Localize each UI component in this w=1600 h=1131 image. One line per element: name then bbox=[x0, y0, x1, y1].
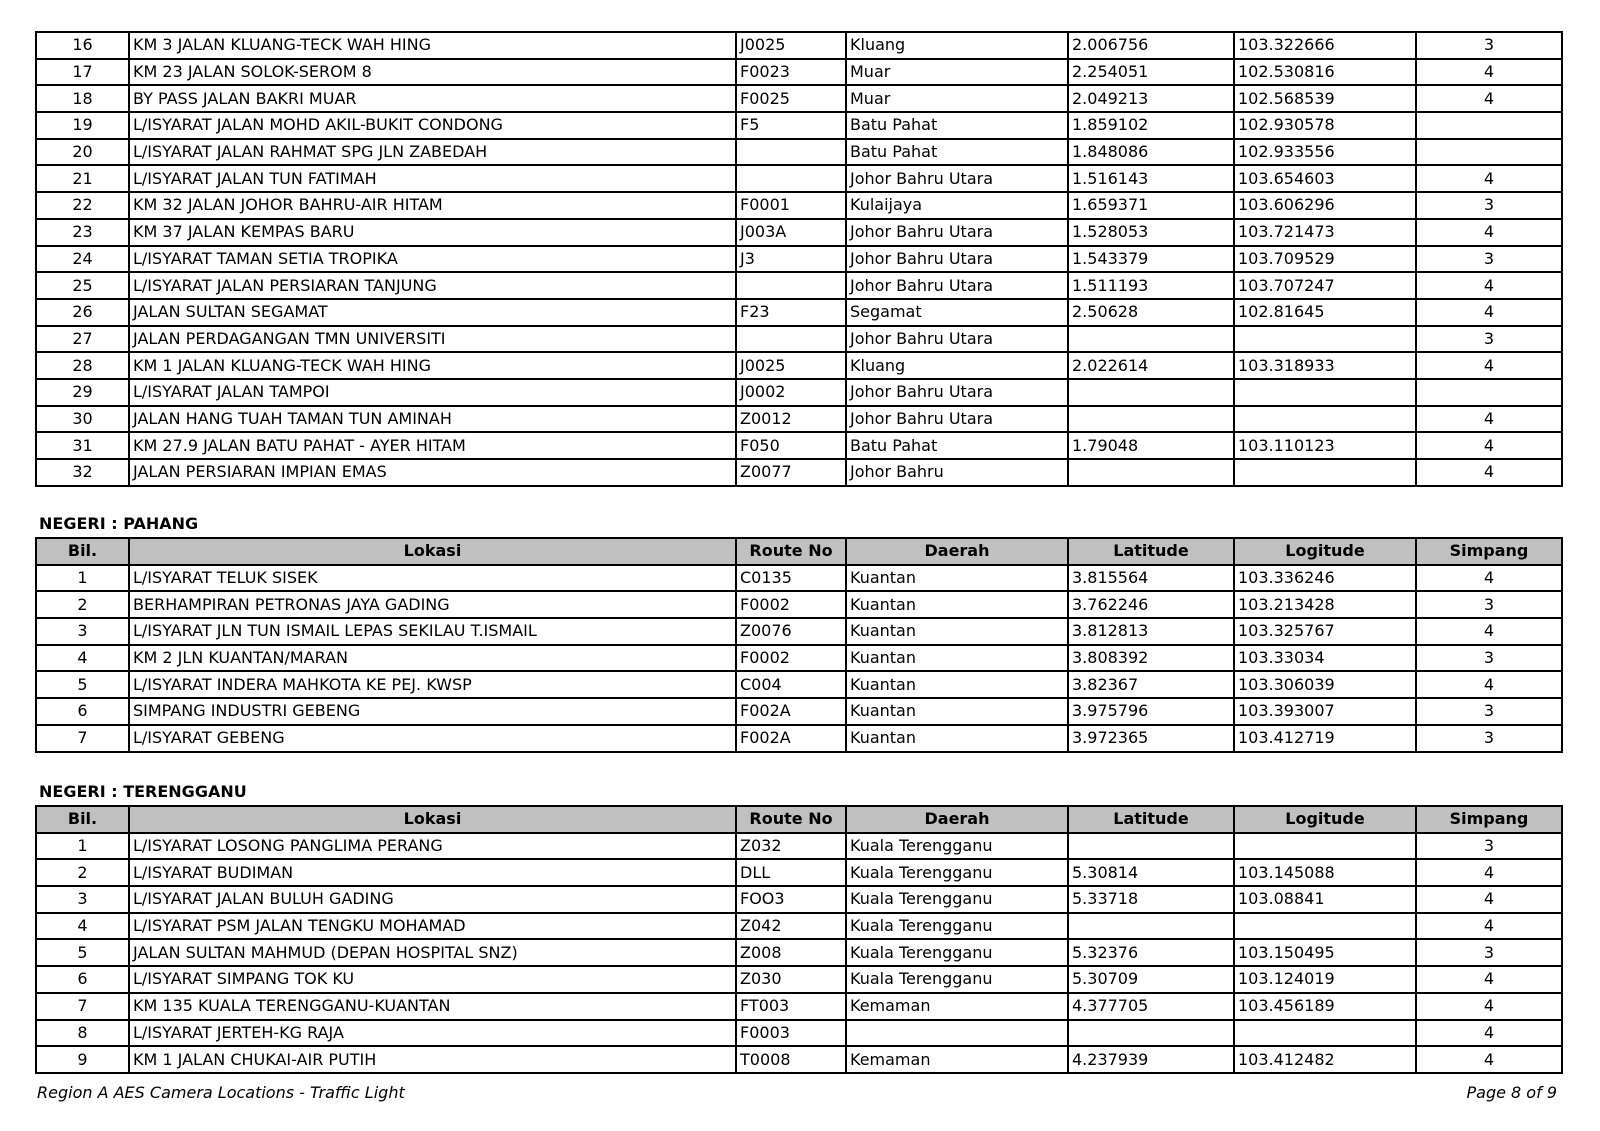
cell-bil: 1 bbox=[36, 565, 129, 592]
cell-bil: 7 bbox=[36, 993, 129, 1020]
cell-lokasi: SIMPANG INDUSTRI GEBENG bbox=[129, 698, 736, 725]
cell-daerah: Kuantan bbox=[846, 698, 1068, 725]
cell-lokasi: JALAN PERSIARAN IMPIAN EMAS bbox=[129, 459, 736, 486]
cell-route-no: J003A bbox=[736, 219, 846, 246]
cell-lokasi: JALAN SULTAN MAHMUD (DEPAN HOSPITAL SNZ) bbox=[129, 939, 736, 966]
cell-daerah: Kuantan bbox=[846, 565, 1068, 592]
cell-simpang: 3 bbox=[1416, 645, 1562, 672]
cell-simpang: 4 bbox=[1416, 299, 1562, 326]
cell-logitude: 103.213428 bbox=[1234, 591, 1416, 618]
cell-simpang: 4 bbox=[1416, 219, 1562, 246]
cell-route-no: J0002 bbox=[736, 379, 846, 406]
cell-bil: 6 bbox=[36, 698, 129, 725]
cell-latitude bbox=[1068, 326, 1234, 353]
cell-daerah: Johor Bahru bbox=[846, 459, 1068, 486]
column-header-bil: Bil. bbox=[36, 538, 129, 565]
cell-simpang bbox=[1416, 112, 1562, 139]
cell-simpang: 3 bbox=[1416, 326, 1562, 353]
table-row bbox=[36, 272, 1562, 299]
table-row bbox=[36, 432, 1562, 459]
table-row bbox=[36, 459, 1562, 486]
cell-latitude: 2.022614 bbox=[1068, 352, 1234, 379]
cell-lokasi: L/ISYARAT TELUK SISEK bbox=[129, 565, 736, 592]
cell-bil: 19 bbox=[36, 112, 129, 139]
cell-latitude: 3.815564 bbox=[1068, 565, 1234, 592]
cell-bil: 5 bbox=[36, 671, 129, 698]
cell-logitude: 103.721473 bbox=[1234, 219, 1416, 246]
pahang-table bbox=[35, 537, 1563, 753]
cell-latitude: 5.30814 bbox=[1068, 859, 1234, 886]
cell-lokasi: L/ISYARAT BUDIMAN bbox=[129, 859, 736, 886]
cell-daerah: Kuala Terengganu bbox=[846, 859, 1068, 886]
cell-latitude bbox=[1068, 913, 1234, 940]
table-row bbox=[36, 59, 1562, 86]
column-header-daerah: Daerah bbox=[846, 806, 1068, 833]
cell-latitude: 5.32376 bbox=[1068, 939, 1234, 966]
cell-logitude: 103.336246 bbox=[1234, 565, 1416, 592]
cell-simpang: 4 bbox=[1416, 671, 1562, 698]
cell-latitude: 1.848086 bbox=[1068, 139, 1234, 166]
cell-lokasi: KM 1 JALAN KLUANG-TECK WAH HING bbox=[129, 352, 736, 379]
cell-logitude bbox=[1234, 326, 1416, 353]
cell-latitude: 3.762246 bbox=[1068, 591, 1234, 618]
cell-daerah: Muar bbox=[846, 59, 1068, 86]
cell-daerah: Batu Pahat bbox=[846, 432, 1068, 459]
cell-bil: 21 bbox=[36, 165, 129, 192]
cell-latitude bbox=[1068, 459, 1234, 486]
pahang-table-header bbox=[36, 538, 1562, 565]
cell-route-no: F0003 bbox=[736, 1020, 846, 1047]
table-row bbox=[36, 591, 1562, 618]
cell-lokasi: L/ISYARAT JALAN BULUH GADING bbox=[129, 886, 736, 913]
cell-route-no: J3 bbox=[736, 246, 846, 273]
cell-latitude: 3.975796 bbox=[1068, 698, 1234, 725]
cell-latitude: 3.82367 bbox=[1068, 671, 1234, 698]
cell-route-no: F0002 bbox=[736, 645, 846, 672]
cell-route-no: DLL bbox=[736, 859, 846, 886]
column-header-latitude: Latitude bbox=[1068, 538, 1234, 565]
cell-logitude: 102.530816 bbox=[1234, 59, 1416, 86]
cell-logitude: 103.08841 bbox=[1234, 886, 1416, 913]
cell-simpang: 4 bbox=[1416, 352, 1562, 379]
cell-bil: 7 bbox=[36, 725, 129, 752]
table-row bbox=[36, 966, 1562, 993]
cell-route-no: F5 bbox=[736, 112, 846, 139]
cell-logitude bbox=[1234, 913, 1416, 940]
cell-daerah: Kuala Terengganu bbox=[846, 966, 1068, 993]
cell-daerah: Johor Bahru Utara bbox=[846, 272, 1068, 299]
cell-simpang: 3 bbox=[1416, 591, 1562, 618]
cell-latitude: 2.254051 bbox=[1068, 59, 1234, 86]
cell-simpang: 4 bbox=[1416, 913, 1562, 940]
cell-logitude: 103.145088 bbox=[1234, 859, 1416, 886]
cell-simpang: 4 bbox=[1416, 1046, 1562, 1073]
table-row bbox=[36, 32, 1562, 59]
cell-bil: 27 bbox=[36, 326, 129, 353]
cell-lokasi: L/ISYARAT JALAN PERSIARAN TANJUNG bbox=[129, 272, 736, 299]
cell-route-no: F050 bbox=[736, 432, 846, 459]
cell-lokasi: L/ISYARAT PSM JALAN TENGKU MOHAMAD bbox=[129, 913, 736, 940]
cell-logitude: 103.33034 bbox=[1234, 645, 1416, 672]
cell-daerah: Kuantan bbox=[846, 671, 1068, 698]
cell-route-no: F0025 bbox=[736, 85, 846, 112]
cell-simpang: 4 bbox=[1416, 272, 1562, 299]
cell-simpang: 3 bbox=[1416, 833, 1562, 860]
column-header-logitude: Logitude bbox=[1234, 538, 1416, 565]
cell-logitude: 103.322666 bbox=[1234, 32, 1416, 59]
cell-lokasi: KM 32 JALAN JOHOR BAHRU-AIR HITAM bbox=[129, 192, 736, 219]
table-row bbox=[36, 219, 1562, 246]
cell-bil: 18 bbox=[36, 85, 129, 112]
cell-logitude: 102.568539 bbox=[1234, 85, 1416, 112]
cell-lokasi: L/ISYARAT JALAN RAHMAT SPG JLN ZABEDAH bbox=[129, 139, 736, 166]
cell-lokasi: L/ISYARAT TAMAN SETIA TROPIKA bbox=[129, 246, 736, 273]
cell-simpang: 4 bbox=[1416, 165, 1562, 192]
cell-latitude: 3.808392 bbox=[1068, 645, 1234, 672]
cell-lokasi: KM 2 JLN KUANTAN/MARAN bbox=[129, 645, 736, 672]
cell-simpang: 4 bbox=[1416, 966, 1562, 993]
cell-logitude: 103.709529 bbox=[1234, 246, 1416, 273]
cell-lokasi: L/ISYARAT JERTEH-KG RAJA bbox=[129, 1020, 736, 1047]
cell-route-no: F002A bbox=[736, 698, 846, 725]
column-header-simpang: Simpang bbox=[1416, 806, 1562, 833]
cell-logitude: 102.930578 bbox=[1234, 112, 1416, 139]
column-header-lokasi: Lokasi bbox=[129, 806, 736, 833]
cell-route-no: FT003 bbox=[736, 993, 846, 1020]
column-header-lokasi: Lokasi bbox=[129, 538, 736, 565]
cell-daerah: Johor Bahru Utara bbox=[846, 379, 1068, 406]
cell-latitude bbox=[1068, 833, 1234, 860]
cell-bil: 4 bbox=[36, 645, 129, 672]
table-row bbox=[36, 1046, 1562, 1073]
cell-lokasi: L/ISYARAT JALAN TAMPOI bbox=[129, 379, 736, 406]
cell-daerah: Kemaman bbox=[846, 993, 1068, 1020]
table-row bbox=[36, 725, 1562, 752]
cell-lokasi: KM 3 JALAN KLUANG-TECK WAH HING bbox=[129, 32, 736, 59]
cell-latitude: 1.516143 bbox=[1068, 165, 1234, 192]
cell-lokasi: KM 135 KUALA TERENGGANU-KUANTAN bbox=[129, 993, 736, 1020]
cell-bil: 24 bbox=[36, 246, 129, 273]
johor-table-continued bbox=[35, 31, 1563, 487]
cell-logitude: 103.393007 bbox=[1234, 698, 1416, 725]
cell-simpang: 4 bbox=[1416, 859, 1562, 886]
cell-simpang: 4 bbox=[1416, 565, 1562, 592]
cell-lokasi: BERHAMPIRAN PETRONAS JAYA GADING bbox=[129, 591, 736, 618]
table-row bbox=[36, 939, 1562, 966]
cell-route-no: F0023 bbox=[736, 59, 846, 86]
cell-bil: 3 bbox=[36, 886, 129, 913]
cell-logitude bbox=[1234, 1020, 1416, 1047]
cell-lokasi: KM 37 JALAN KEMPAS BARU bbox=[129, 219, 736, 246]
cell-daerah: Johor Bahru Utara bbox=[846, 246, 1068, 273]
terengganu-section-heading: NEGERI : TERENGGANU bbox=[39, 782, 247, 801]
footer-document-title: Region A AES Camera Locations - Traffic Light bbox=[37, 1083, 405, 1102]
cell-lokasi: KM 27.9 JALAN BATU PAHAT - AYER HITAM bbox=[129, 432, 736, 459]
pahang-table-body bbox=[36, 565, 1562, 752]
cell-simpang: 4 bbox=[1416, 59, 1562, 86]
table-row bbox=[36, 246, 1562, 273]
cell-lokasi: L/ISYARAT JALAN TUN FATIMAH bbox=[129, 165, 736, 192]
cell-latitude: 1.543379 bbox=[1068, 246, 1234, 273]
column-header-route-no: Route No bbox=[736, 538, 846, 565]
cell-route-no: Z008 bbox=[736, 939, 846, 966]
cell-latitude: 3.972365 bbox=[1068, 725, 1234, 752]
cell-daerah: Johor Bahru Utara bbox=[846, 165, 1068, 192]
cell-bil: 4 bbox=[36, 913, 129, 940]
cell-route-no: Z032 bbox=[736, 833, 846, 860]
cell-logitude: 103.325767 bbox=[1234, 618, 1416, 645]
cell-daerah: Kuala Terengganu bbox=[846, 886, 1068, 913]
cell-simpang: 4 bbox=[1416, 432, 1562, 459]
cell-lokasi: BY PASS JALAN BAKRI MUAR bbox=[129, 85, 736, 112]
column-header-logitude: Logitude bbox=[1234, 806, 1416, 833]
column-header-route-no: Route No bbox=[736, 806, 846, 833]
terengganu-table-body bbox=[36, 833, 1562, 1073]
cell-daerah: Kluang bbox=[846, 32, 1068, 59]
cell-simpang: 3 bbox=[1416, 246, 1562, 273]
cell-latitude: 4.377705 bbox=[1068, 993, 1234, 1020]
table-row bbox=[36, 112, 1562, 139]
table-row bbox=[36, 139, 1562, 166]
cell-logitude: 103.150495 bbox=[1234, 939, 1416, 966]
table-row bbox=[36, 406, 1562, 433]
cell-lokasi: KM 1 JALAN CHUKAI-AIR PUTIH bbox=[129, 1046, 736, 1073]
footer-page-number: Page 8 of 9 bbox=[1466, 1083, 1557, 1102]
cell-route-no: Z042 bbox=[736, 913, 846, 940]
cell-bil: 32 bbox=[36, 459, 129, 486]
cell-latitude: 2.006756 bbox=[1068, 32, 1234, 59]
table-row bbox=[36, 618, 1562, 645]
table-row bbox=[36, 1020, 1562, 1047]
table-row bbox=[36, 859, 1562, 886]
cell-latitude: 3.812813 bbox=[1068, 618, 1234, 645]
cell-route-no: F0002 bbox=[736, 591, 846, 618]
cell-lokasi: JALAN SULTAN SEGAMAT bbox=[129, 299, 736, 326]
terengganu-table-header bbox=[36, 806, 1562, 833]
cell-bil: 17 bbox=[36, 59, 129, 86]
cell-bil: 5 bbox=[36, 939, 129, 966]
table-row bbox=[36, 886, 1562, 913]
cell-latitude bbox=[1068, 406, 1234, 433]
cell-logitude: 102.81645 bbox=[1234, 299, 1416, 326]
cell-bil: 3 bbox=[36, 618, 129, 645]
cell-lokasi: L/ISYARAT GEBENG bbox=[129, 725, 736, 752]
cell-bil: 6 bbox=[36, 966, 129, 993]
table-row bbox=[36, 565, 1562, 592]
column-header-latitude: Latitude bbox=[1068, 806, 1234, 833]
cell-simpang: 4 bbox=[1416, 406, 1562, 433]
cell-logitude bbox=[1234, 459, 1416, 486]
cell-route-no: J0025 bbox=[736, 32, 846, 59]
cell-route-no: F0001 bbox=[736, 192, 846, 219]
cell-daerah: Kuala Terengganu bbox=[846, 939, 1068, 966]
cell-bil: 28 bbox=[36, 352, 129, 379]
cell-bil: 23 bbox=[36, 219, 129, 246]
cell-bil: 26 bbox=[36, 299, 129, 326]
cell-route-no: F002A bbox=[736, 725, 846, 752]
cell-logitude bbox=[1234, 379, 1416, 406]
table-row bbox=[36, 698, 1562, 725]
cell-lokasi: L/ISYARAT SIMPANG TOK KU bbox=[129, 966, 736, 993]
cell-daerah: Kuantan bbox=[846, 618, 1068, 645]
cell-latitude bbox=[1068, 1020, 1234, 1047]
cell-logitude: 103.318933 bbox=[1234, 352, 1416, 379]
cell-route-no: T0008 bbox=[736, 1046, 846, 1073]
cell-logitude: 103.124019 bbox=[1234, 966, 1416, 993]
cell-lokasi: KM 23 JALAN SOLOK-SEROM 8 bbox=[129, 59, 736, 86]
cell-daerah: Batu Pahat bbox=[846, 139, 1068, 166]
cell-bil: 2 bbox=[36, 591, 129, 618]
cell-simpang: 3 bbox=[1416, 725, 1562, 752]
cell-bil: 1 bbox=[36, 833, 129, 860]
cell-latitude: 4.237939 bbox=[1068, 1046, 1234, 1073]
column-header-simpang: Simpang bbox=[1416, 538, 1562, 565]
cell-daerah: Kuala Terengganu bbox=[846, 913, 1068, 940]
cell-bil: 8 bbox=[36, 1020, 129, 1047]
cell-daerah: Johor Bahru Utara bbox=[846, 406, 1068, 433]
cell-route-no: Z030 bbox=[736, 966, 846, 993]
cell-logitude: 103.654603 bbox=[1234, 165, 1416, 192]
cell-bil: 22 bbox=[36, 192, 129, 219]
cell-simpang: 3 bbox=[1416, 698, 1562, 725]
cell-latitude: 1.659371 bbox=[1068, 192, 1234, 219]
cell-daerah: Kuantan bbox=[846, 725, 1068, 752]
cell-logitude: 103.306039 bbox=[1234, 671, 1416, 698]
cell-bil: 9 bbox=[36, 1046, 129, 1073]
cell-daerah: Batu Pahat bbox=[846, 112, 1068, 139]
cell-lokasi: JALAN PERDAGANGAN TMN UNIVERSITI bbox=[129, 326, 736, 353]
table-row bbox=[36, 165, 1562, 192]
cell-daerah: Kuantan bbox=[846, 645, 1068, 672]
cell-daerah: Johor Bahru Utara bbox=[846, 326, 1068, 353]
cell-bil: 25 bbox=[36, 272, 129, 299]
table-row bbox=[36, 326, 1562, 353]
cell-route-no: C0135 bbox=[736, 565, 846, 592]
cell-lokasi: L/ISYARAT JALAN MOHD AKIL-BUKIT CONDONG bbox=[129, 112, 736, 139]
cell-route-no bbox=[736, 139, 846, 166]
column-header-daerah: Daerah bbox=[846, 538, 1068, 565]
cell-bil: 16 bbox=[36, 32, 129, 59]
cell-lokasi: JALAN HANG TUAH TAMAN TUN AMINAH bbox=[129, 406, 736, 433]
cell-logitude: 102.933556 bbox=[1234, 139, 1416, 166]
cell-lokasi: L/ISYARAT JLN TUN ISMAIL LEPAS SEKILAU T.ISMAIL bbox=[129, 618, 736, 645]
table-row bbox=[36, 192, 1562, 219]
cell-logitude: 103.110123 bbox=[1234, 432, 1416, 459]
table-row bbox=[36, 993, 1562, 1020]
cell-bil: 29 bbox=[36, 379, 129, 406]
cell-latitude: 1.511193 bbox=[1068, 272, 1234, 299]
cell-simpang: 4 bbox=[1416, 886, 1562, 913]
table-row bbox=[36, 913, 1562, 940]
table-row bbox=[36, 833, 1562, 860]
cell-lokasi: L/ISYARAT INDERA MAHKOTA KE PEJ. KWSP bbox=[129, 671, 736, 698]
cell-bil: 2 bbox=[36, 859, 129, 886]
cell-route-no: Z0076 bbox=[736, 618, 846, 645]
cell-latitude: 2.50628 bbox=[1068, 299, 1234, 326]
cell-bil: 31 bbox=[36, 432, 129, 459]
cell-simpang: 4 bbox=[1416, 85, 1562, 112]
cell-simpang bbox=[1416, 379, 1562, 406]
cell-simpang: 3 bbox=[1416, 192, 1562, 219]
table-row bbox=[36, 85, 1562, 112]
cell-daerah: Johor Bahru Utara bbox=[846, 219, 1068, 246]
cell-simpang bbox=[1416, 139, 1562, 166]
cell-bil: 30 bbox=[36, 406, 129, 433]
cell-daerah: Segamat bbox=[846, 299, 1068, 326]
cell-logitude bbox=[1234, 406, 1416, 433]
cell-route-no: F23 bbox=[736, 299, 846, 326]
cell-simpang: 3 bbox=[1416, 939, 1562, 966]
cell-logitude: 103.707247 bbox=[1234, 272, 1416, 299]
cell-daerah: Kuantan bbox=[846, 591, 1068, 618]
cell-route-no: Z0012 bbox=[736, 406, 846, 433]
cell-route-no: J0025 bbox=[736, 352, 846, 379]
table-row bbox=[36, 352, 1562, 379]
cell-route-no bbox=[736, 326, 846, 353]
cell-simpang: 4 bbox=[1416, 1020, 1562, 1047]
johor-table-body bbox=[36, 32, 1562, 486]
table-row bbox=[36, 671, 1562, 698]
cell-latitude: 5.30709 bbox=[1068, 966, 1234, 993]
cell-daerah bbox=[846, 1020, 1068, 1047]
cell-simpang: 4 bbox=[1416, 993, 1562, 1020]
table-row bbox=[36, 299, 1562, 326]
cell-logitude: 103.412719 bbox=[1234, 725, 1416, 752]
cell-daerah: Kuala Terengganu bbox=[846, 833, 1068, 860]
cell-latitude bbox=[1068, 379, 1234, 406]
cell-simpang: 3 bbox=[1416, 32, 1562, 59]
cell-latitude: 1.859102 bbox=[1068, 112, 1234, 139]
cell-route-no bbox=[736, 165, 846, 192]
cell-daerah: Kemaman bbox=[846, 1046, 1068, 1073]
cell-latitude: 5.33718 bbox=[1068, 886, 1234, 913]
cell-simpang: 4 bbox=[1416, 618, 1562, 645]
cell-route-no: FOO3 bbox=[736, 886, 846, 913]
cell-latitude: 2.049213 bbox=[1068, 85, 1234, 112]
cell-simpang: 4 bbox=[1416, 459, 1562, 486]
cell-latitude: 1.79048 bbox=[1068, 432, 1234, 459]
cell-logitude: 103.412482 bbox=[1234, 1046, 1416, 1073]
terengganu-table bbox=[35, 805, 1563, 1074]
cell-daerah: Muar bbox=[846, 85, 1068, 112]
cell-route-no: Z0077 bbox=[736, 459, 846, 486]
pahang-section-heading: NEGERI : PAHANG bbox=[39, 514, 199, 533]
cell-latitude: 1.528053 bbox=[1068, 219, 1234, 246]
cell-daerah: Kulaijaya bbox=[846, 192, 1068, 219]
cell-logitude bbox=[1234, 833, 1416, 860]
cell-route-no: C004 bbox=[736, 671, 846, 698]
cell-lokasi: L/ISYARAT LOSONG PANGLIMA PERANG bbox=[129, 833, 736, 860]
cell-bil: 20 bbox=[36, 139, 129, 166]
column-header-bil: Bil. bbox=[36, 806, 129, 833]
cell-daerah: Kluang bbox=[846, 352, 1068, 379]
cell-logitude: 103.606296 bbox=[1234, 192, 1416, 219]
table-row bbox=[36, 379, 1562, 406]
cell-logitude: 103.456189 bbox=[1234, 993, 1416, 1020]
table-row bbox=[36, 645, 1562, 672]
cell-route-no bbox=[736, 272, 846, 299]
